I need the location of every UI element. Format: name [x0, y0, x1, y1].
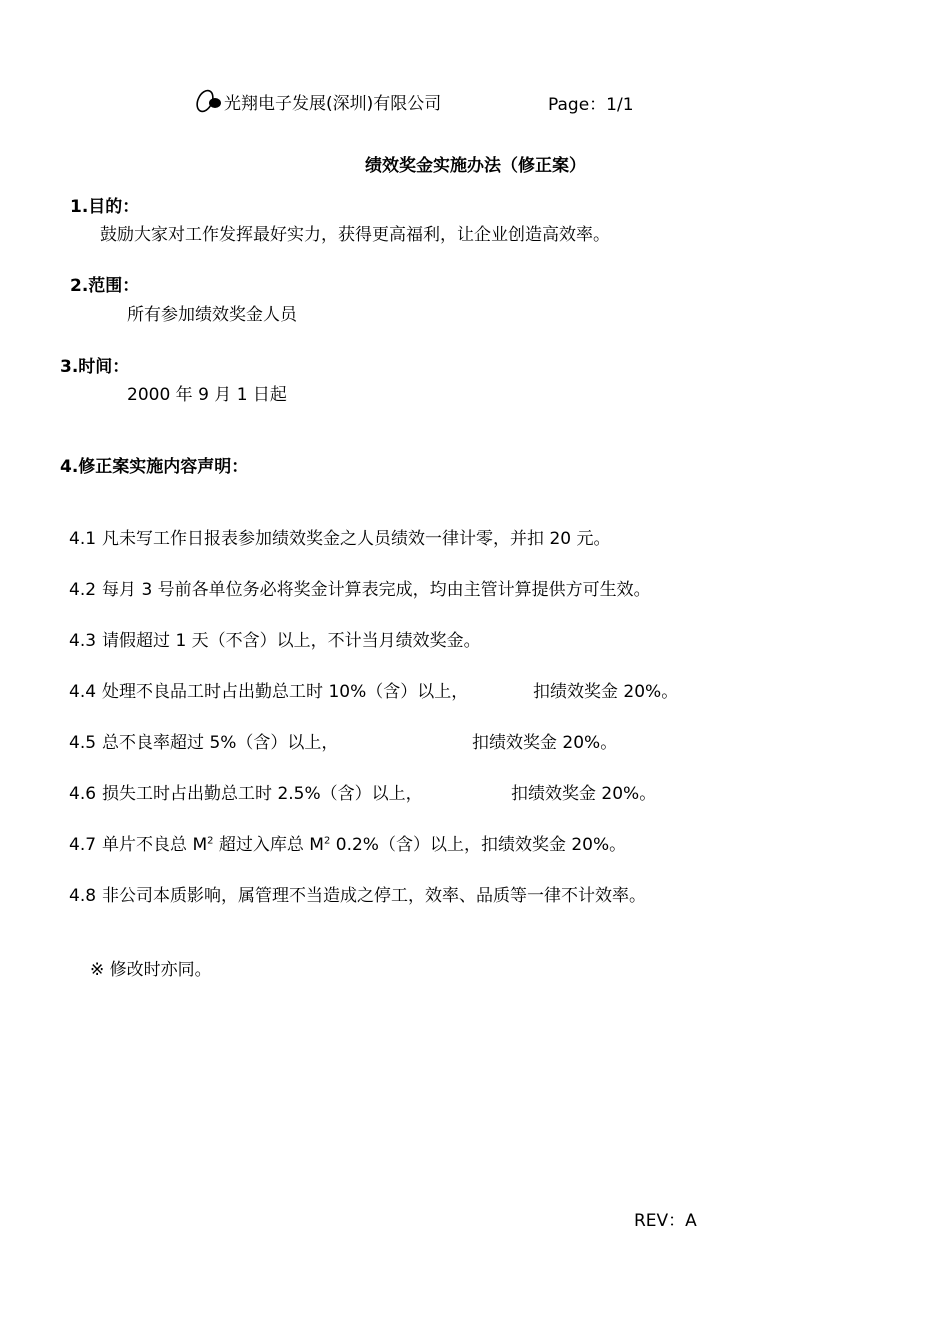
superscript: 2: [323, 835, 331, 847]
item-code: 4.4: [69, 682, 97, 702]
company-name: 光翔电子发展(深圳)有限公司: [224, 93, 442, 114]
section-text-time: 2000 年 9 月 1 日起: [127, 385, 287, 405]
item-code: 4.5: [69, 733, 97, 753]
item-text: 处理不良品工时占出勤总工时 10%（含）以上，: [102, 682, 469, 702]
section-heading-content: 4.修正案实施内容声明：: [60, 457, 249, 477]
item-code: 4.1: [69, 529, 97, 549]
item-deduction: 扣绩效奖金 20%。: [472, 733, 618, 753]
item-code: 4.7: [69, 835, 97, 855]
section-heading-purpose: 1.目的：: [70, 197, 140, 217]
item-text-part: 0.2%（含）以上，扣绩效奖金 20%。: [330, 835, 627, 855]
list-item: [69, 677, 468, 702]
item-deduction: 扣绩效奖金 20%。: [533, 682, 679, 702]
item-text: 非公司本质影响，属管理不当造成之停工，效率、品质等一律不计效率。: [102, 886, 647, 906]
note-text: ※ 修改时亦同。: [90, 960, 212, 980]
item-text: 请假超过 1 天（不含）以上，不计当月绩效奖金。: [102, 631, 481, 651]
page-number: Page：1/1: [548, 95, 634, 115]
revision-label: REV：A: [634, 1211, 697, 1231]
item-code: 4.2: [69, 580, 97, 600]
superscript: 2: [207, 835, 214, 847]
section-text-scope: 所有参加绩效奖金人员: [127, 305, 297, 325]
section-heading-scope: 2.范围：: [70, 276, 140, 296]
section-text-purpose: 鼓励大家对工作发挥最好实力，获得更高福利，让企业创造高效率。: [100, 225, 610, 245]
item-text-part: 单片不良总 M: [102, 835, 208, 855]
company-header: [193, 88, 441, 114]
item-text: 每月 3 号前各单位务必将奖金计算表完成，均由主管计算提供方可生效。: [102, 580, 651, 600]
list-item: [69, 575, 651, 600]
item-text: 总不良率超过 5%（含）以上，: [102, 733, 339, 753]
item-code: 4.6: [69, 784, 97, 804]
item-text: 损失工时占出勤总工时 2.5%（含）以上，: [102, 784, 423, 804]
list-item: [69, 881, 646, 906]
item-code: 4.3: [69, 631, 97, 651]
item-text: 凡未写工作日报表参加绩效奖金之人员绩效一律计零，并扣 20 元。: [102, 529, 611, 549]
list-item: [69, 779, 423, 804]
item-deduction: 扣绩效奖金 20%。: [511, 784, 657, 804]
item-text-part: 超过入库总 M: [213, 835, 324, 855]
item-code: 4.8: [69, 886, 97, 906]
section-heading-time: 3.时间：: [60, 357, 130, 377]
list-item: [69, 830, 626, 855]
company-logo-icon: [193, 88, 223, 114]
list-item: [69, 524, 611, 549]
document-title: 绩效奖金实施办法（修正案）: [365, 156, 586, 176]
list-item: [69, 626, 481, 651]
list-item: [69, 728, 338, 753]
